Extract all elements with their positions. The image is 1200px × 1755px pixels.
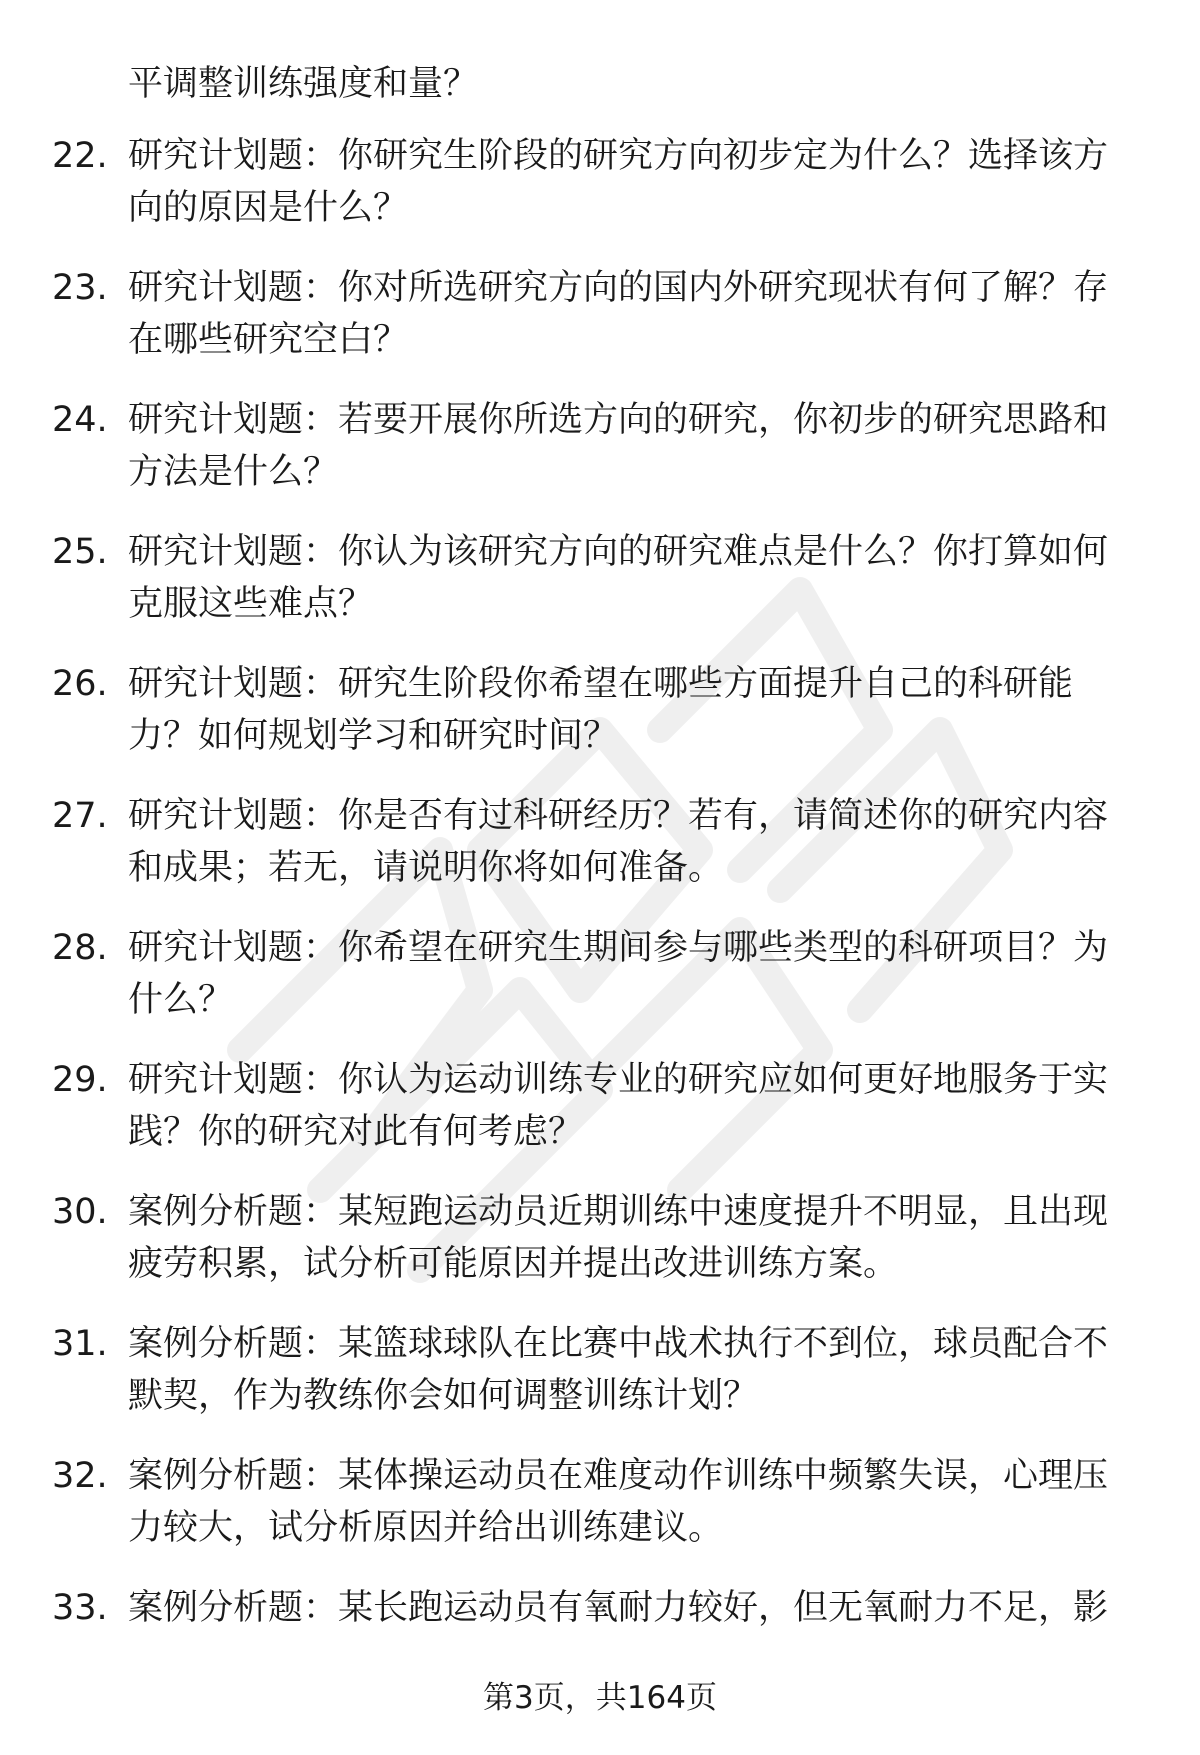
item-text-line: 案例分析题：某体操运动员在难度动作训练中频繁失误，心理压 [128,1456,1109,1496]
item-text-line: 案例分析题：某短跑运动员近期训练中速度提升不明显，且出现 [128,1192,1109,1232]
item-text-line: 研究计划题：你希望在研究生期间参与哪些类型的科研项目？为 [128,928,1109,968]
item-text-line: 克服这些难点？ [128,584,374,624]
item-number: 33. [52,1588,108,1628]
item-number: 30. [52,1192,108,1232]
page-footer: 第3页，共164页 [483,1680,717,1716]
item-number: 23. [52,268,108,308]
item-text-line: 研究计划题：研究生阶段你希望在哪些方面提升自己的科研能 [128,664,1074,704]
item-text-line: 默契，作为教练你会如何调整训练计划？ [128,1376,759,1416]
item-number: 29. [52,1060,108,1100]
item-text-line: 和成果；若无，请说明你将如何准备。 [128,848,724,888]
item-number: 32. [52,1456,108,1496]
item-text-line: 研究计划题：你研究生阶段的研究方向初步定为什么？选择该方 [128,136,1109,176]
item-number: 25. [52,532,108,572]
item-number: 27. [52,796,108,836]
item-text-line: 案例分析题：某篮球球队在比赛中战术执行不到位，球员配合不 [128,1324,1109,1364]
item-text-line: 方法是什么？ [128,452,339,492]
item-text-line: 研究计划题：若要开展你所选方向的研究，你初步的研究思路和 [128,400,1109,440]
item-text-line: 什么？ [128,980,234,1020]
item-text-line: 研究计划题：你认为该研究方向的研究难点是什么？你打算如何 [128,532,1109,572]
item-text-line: 向的原因是什么？ [128,188,409,228]
item-number: 24. [52,400,108,440]
item-text-line: 研究计划题：你是否有过科研经历？若有，请简述你的研究内容 [128,796,1109,836]
item-number: 26. [52,664,108,704]
continuation-line: 平调整训练强度和量？ [128,64,479,104]
item-number: 28. [52,928,108,968]
item-text-line: 研究计划题：你认为运动训练专业的研究应如何更好地服务于实 [128,1060,1109,1100]
item-text-line: 践？你的研究对此有何考虑？ [128,1112,584,1152]
item-text-line: 疲劳积累，试分析可能原因并提出改进训练方案。 [128,1244,899,1284]
item-number: 31. [52,1324,108,1364]
item-text-line: 研究计划题：你对所选研究方向的国内外研究现状有何了解？存 [128,268,1109,308]
item-text-line: 力？如何规划学习和研究时间？ [128,716,619,756]
item-text-line: 在哪些研究空白？ [128,320,409,360]
item-text-line: 力较大，试分析原因并给出训练建议。 [128,1508,724,1548]
item-text-line: 案例分析题：某长跑运动员有氧耐力较好，但无氧耐力不足，影 [128,1588,1109,1628]
item-number: 22. [52,136,108,176]
